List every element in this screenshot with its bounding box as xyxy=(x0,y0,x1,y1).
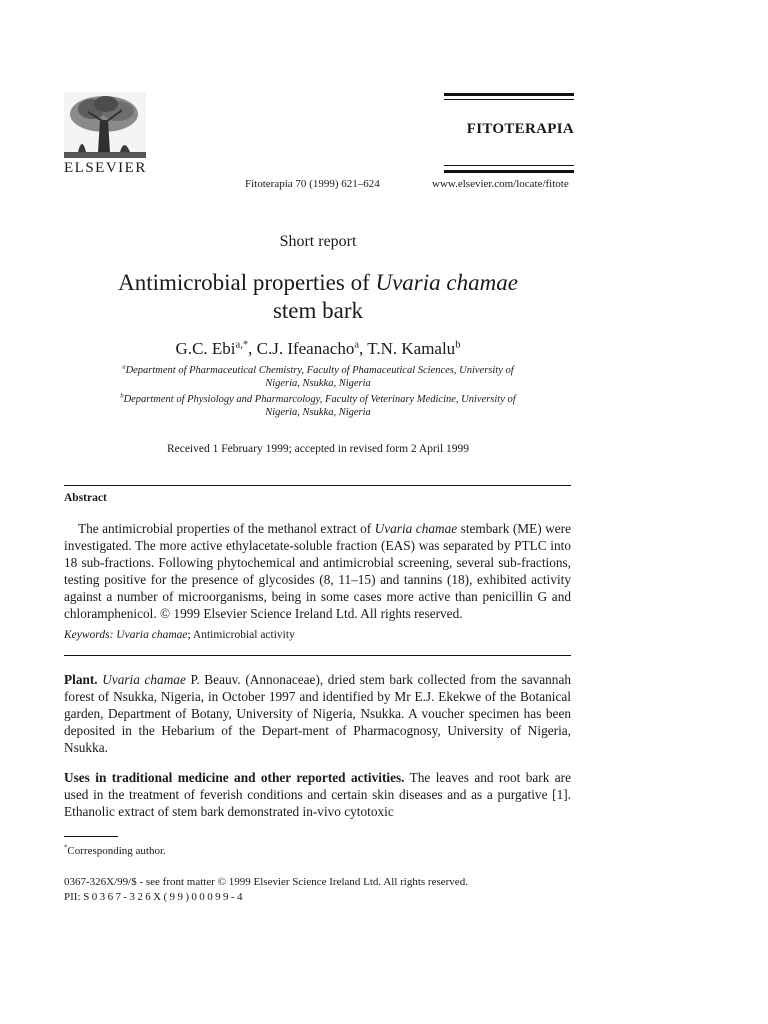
publisher-name: ELSEVIER xyxy=(64,160,147,176)
received-dates: Received 1 February 1999; accepted in revised form 2 April 1999 xyxy=(166,443,470,455)
copyright-line: 0367-326X/99/$ - see front matter © 1999 Elsevier Science Ireland Ltd. All rights reserved. xyxy=(64,876,468,888)
uses-paragraph: Uses in traditional medicine and other reported activities. The leaves and root bark are used in the treatment of feverish conditions and certain skin diseases and as a purgative [1]. Ethanolic extract of stem bark demonstrated in-vivo cytotoxic xyxy=(64,770,572,820)
author-list: G.C. Ebi$^{a,*}$, C.J. Ifeanacho$^a$, T.N. Kamalu$^b$ xyxy=(175,339,461,358)
journal-name: FITOTERAPIA xyxy=(466,121,574,137)
footnote: *Corresponding author. xyxy=(64,844,166,857)
keywords: Keywords: Uvaria chamae; Antimicrobial activity xyxy=(64,629,295,641)
pii-line: PII: S0367-326X(99)00099-4 xyxy=(64,891,245,903)
article-title: Antimicrobial properties of Uvaria chamae xyxy=(118,270,518,295)
elsevier-tree-logo xyxy=(64,92,146,158)
author-name: T.N. Kamalu xyxy=(367,339,456,358)
affiliation: $^a$Department of Pharmaceutical Chemistry, Faculty of Phamaceutical Sciences, University of Nigeria, Nsukka, Nigeria xyxy=(122,363,514,389)
journal-citation: Fitoterapia 70 (1999) 621–624 xyxy=(245,178,380,190)
header-rule xyxy=(444,170,574,173)
author-name: G.C. Ebi xyxy=(175,339,236,358)
abstract-heading: Abstract xyxy=(64,492,107,504)
header-rule xyxy=(444,93,574,96)
abstract-text: The antimicrobial properties of the methanol extract of Uvaria chamae stembark (ME) were investigated. The more active ethylacetate-soluble fraction (EAS) was separated by PTLC into 18 sub-fractions. Following phytochemical and antimicrobial screening, several sub-fractions, testing positive for the presence of glycosides (8, 11–15) and tannins (18), exhibited activity against a number of microorganisms, being in some cases more active than penicillin G and chloramphenicol. © 1999 Elsevier Science Ireland Ltd. All rights reserved. xyxy=(64,521,571,622)
article-type: Short report xyxy=(279,233,357,250)
article-title-line2: stem bark xyxy=(272,298,364,323)
section-divider xyxy=(64,485,571,486)
journal-url[interactable]: www.elsevier.com/locate/fitote xyxy=(432,178,569,190)
header-rule xyxy=(444,165,574,166)
header-rule xyxy=(444,99,574,100)
plant-paragraph: Plant. Uvaria chamae P. Beauv. (Annonaceae), dried stem bark collected from the savannah forest of Nsukka, Nigeria, in October 1997 and identified by Mr E.J. Ekekwe of the Botanical garden, Department of Botany, University of Nigeria, Nsukka. A voucher specimen has been deposited in the Hebarium of the Depart-ment of Pharmacognosy, University of Nigeria, Nsukka. xyxy=(64,672,571,756)
section-divider xyxy=(64,655,571,656)
author-name: C.J. Ifeanacho xyxy=(256,339,355,358)
footnote-rule xyxy=(64,836,118,837)
affiliation: $^b$Department of Physiology and Pharmarcology, Faculty of Veterinary Medicine, University of Nigeria, Nsukka, Nigeria xyxy=(120,392,516,418)
